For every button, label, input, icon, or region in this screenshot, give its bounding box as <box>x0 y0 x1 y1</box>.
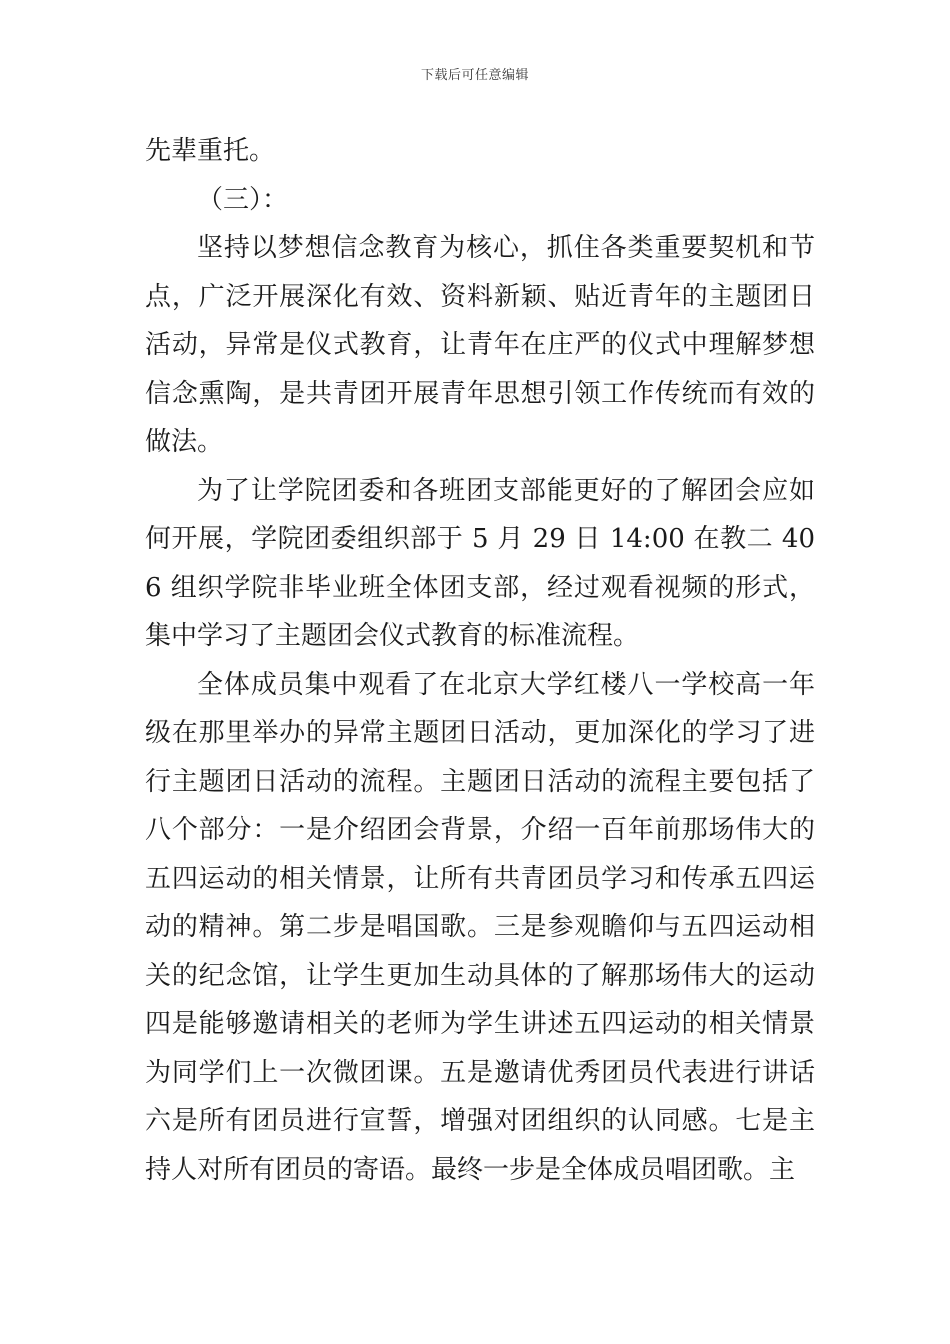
paragraph-3: 全体成员集中观看了在北京大学红楼八一学校高一年级在那里举办的异常主题团日活动，更加深化的学习了进行主题团日活动的流程。主题团日活动的流程主要包括了八个部分：一是介绍团会背景，介绍一百年前那场伟大的五四运动的相关情景，让所有共青团员学习和传承五四运动的精神。第二步是唱国歌。三是参观瞻仰与五四运动相关的纪念馆，让学生更加生动具体的了解那场伟大的运动四是能够邀请相关的老师为学生讲述五四运动的相关情景为同学们上一次微团课。五是邀请优秀团员代表进行讲话六是所有团员进行宣誓，增强对团组织的认同感。七是主持人对所有团员的寄语。最终一步是全体成员唱团歌。主 <box>145 669 815 1185</box>
paragraph-continuation: 先辈重托。 <box>145 136 276 166</box>
page-header: 下载后可任意编辑 <box>420 68 529 83</box>
paragraph-2: 为了让学院团委和各班团支部能更好的了解团会应如何开展，学院团委组织部于 5 月 29 日 14:00 在教二 406 组织学院非毕业班全体团支部，经过观看视频的形式，集中学习了主题团会仪式教育的标准流程。 <box>145 475 815 651</box>
document-body <box>145 127 815 1194</box>
section-heading: （三）： <box>197 184 289 215</box>
paragraph-1: 坚持以梦想信念教育为核心，抓住各类重要契机和节点，广泛开展深化有效、资料新颖、贴近青年的主题团日活动，异常是仪式教育，让青年在庄严的仪式中理解梦想信念熏陶，是共青团开展青年思想引领工作传统而有效的做法。 <box>145 233 815 457</box>
